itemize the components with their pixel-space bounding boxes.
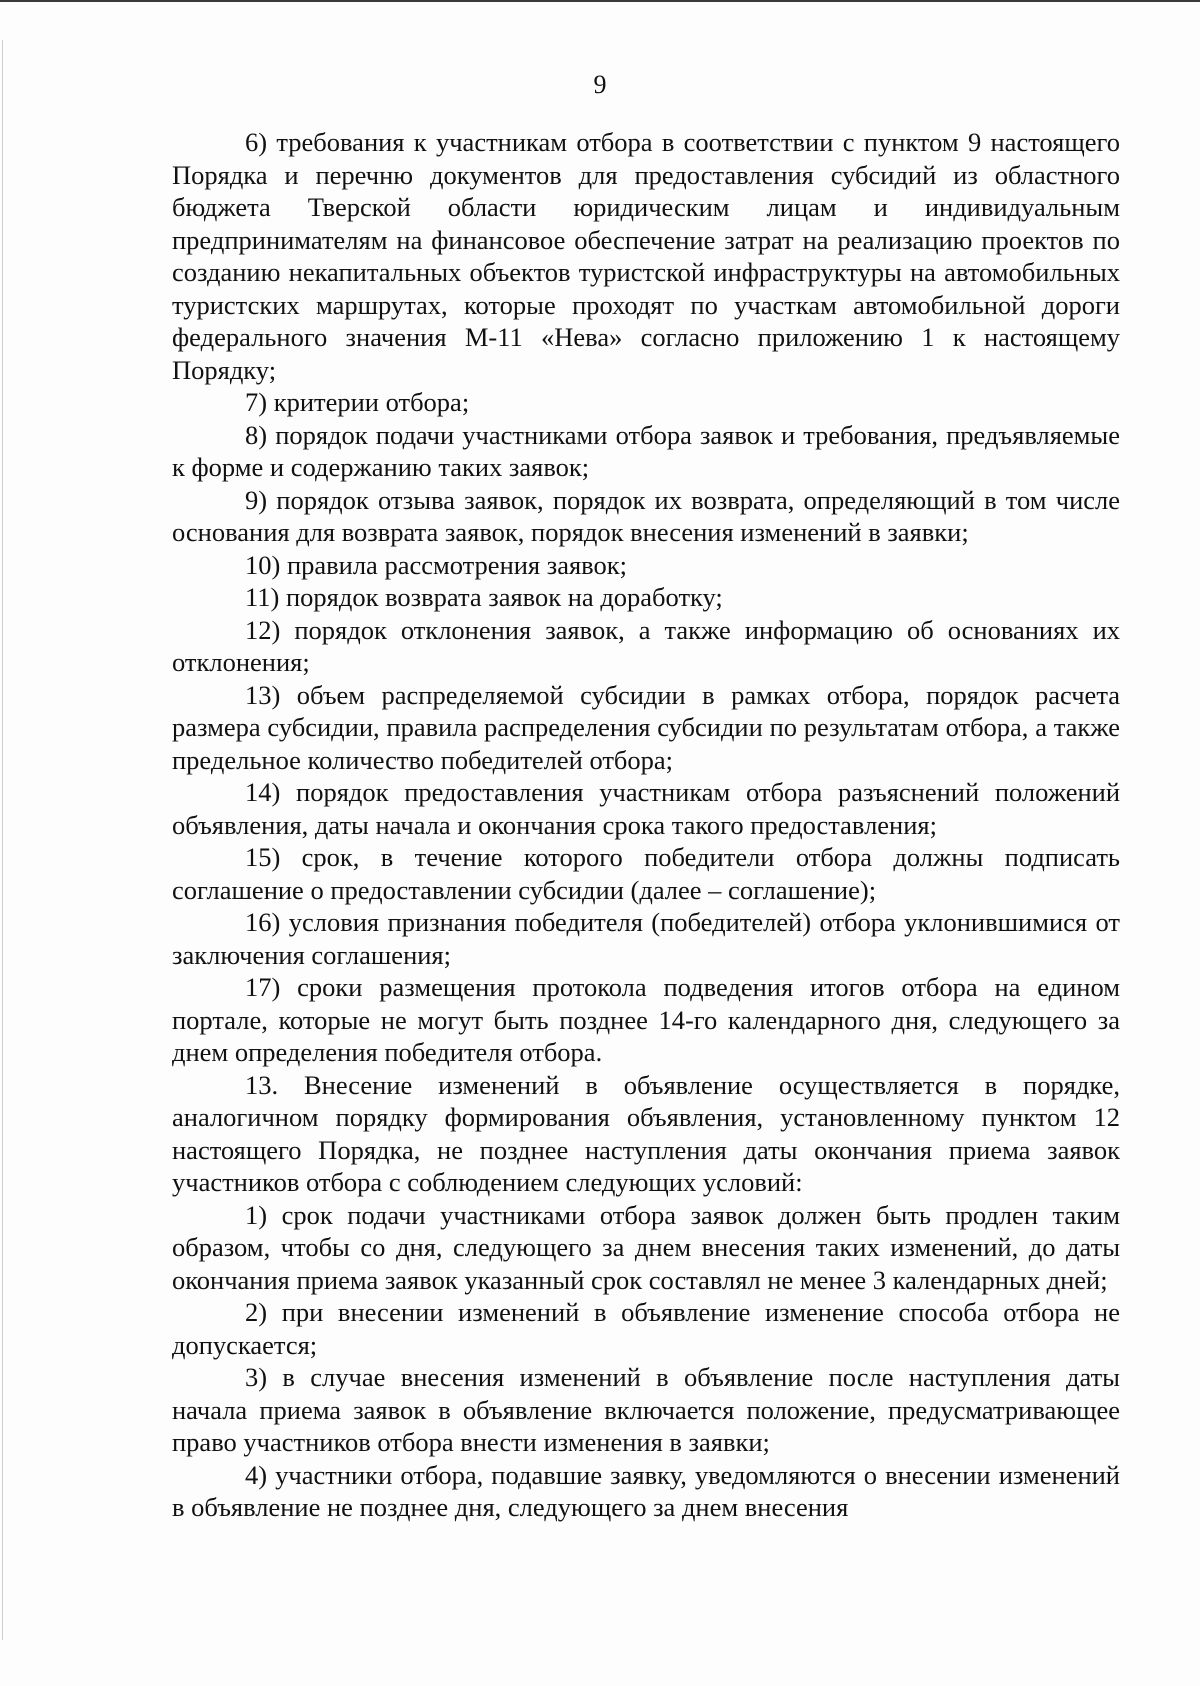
section-13-paragraph: 13. Внесение изменений в объявление осуществляется в порядке, аналогичном порядку формирования объявления, установленному пунктом 12 настоящего Порядка, не позднее наступления даты окончания приема заявок участников отбора с соблюдением следующих условий:	[172, 1069, 1120, 1197]
paragraph-item-6: 6) требования к участникам отбора в соответствии с пунктом 9 настоящего Порядка и перечню документов для предоставления субсидий из областного бюджета Тверской области юридическим лицам и индивидуальным предпринимателям на финансовое обеспечение затрат на реализацию проектов по созданию некапитальных объектов туристской инфраструктуры на автомобильных туристских маршрутах, которые проходят по участкам автомобильной дороги федерального значения М-11 «Нева» согласно приложению 1 к настоящему Порядку;	[172, 127, 1120, 385]
scan-border-top	[0, 0, 1200, 2]
paragraph-item-16: 16) условия признания победителя (победителей) отбора уклонившимися от заключения соглашения;	[172, 907, 1120, 970]
scan-border-left	[2, 40, 3, 1640]
paragraph-item-13: 13) объем распределяемой субсидии в рамках отбора, порядок расчета размера субсидии, правила распределения субсидии по результатам отбора, а также предельное количество победителей отбора;	[172, 679, 1120, 775]
paragraph-item-7: 7) критерии отбора;	[245, 387, 470, 417]
condition-item-1: 1) срок подачи участниками отбора заявок должен быть продлен таким образом, чтобы со дня, следующего за днем внесения таких изменений, до даты окончания приема заявок указанный срок составлял не менее 3 календарных дней;	[172, 1199, 1120, 1295]
paragraph-item-8: 8) порядок подачи участниками отбора заявок и требования, предъявляемые к форме и содержанию таких заявок;	[172, 419, 1120, 482]
paragraph-item-10: 10) правила рассмотрения заявок;	[245, 549, 627, 580]
paragraph-item-14: 14) порядок предоставления участникам отбора разъяснений положений объявления, даты начала и окончания срока такого предоставления;	[172, 777, 1120, 840]
paragraph-item-9: 9) порядок отзыва заявок, порядок их возврата, определяющий в том числе основания для возврата заявок, порядок внесения изменений в заявки;	[172, 484, 1120, 547]
page-number: 9	[593, 70, 607, 99]
condition-item-3: 3) в случае внесения изменений в объявление после наступления даты начала приема заявок в объявление включается положение, предусматривающее право участников отбора внести изменения в заявки;	[172, 1362, 1120, 1457]
condition-item-2: 2) при внесении изменений в объявление изменение способа отбора не допускается;	[172, 1297, 1120, 1360]
condition-item-4: 4) участники отбора, подавшие заявку, уведомляются о внесении изменений в объявление не позднее дня, следующего за днем внесения	[172, 1459, 1120, 1522]
paragraph-item-15: 15) срок, в течение которого победители отбора должны подписать соглашение о предоставлении субсидии (далее – соглашение);	[172, 842, 1120, 905]
paragraph-item-17: 17) сроки размещения протокола подведения итогов отбора на едином портале, которые не могут быть позднее 14-го календарного дня, следующего за днем определения победителя отбора.	[172, 972, 1120, 1067]
document-body	[172, 126, 1120, 1524]
paragraph-item-12: 12) порядок отклонения заявок, а также информацию об основаниях их отклонения;	[172, 614, 1120, 677]
paragraph-item-11: 11) порядок возврата заявок на доработку;	[245, 582, 723, 612]
